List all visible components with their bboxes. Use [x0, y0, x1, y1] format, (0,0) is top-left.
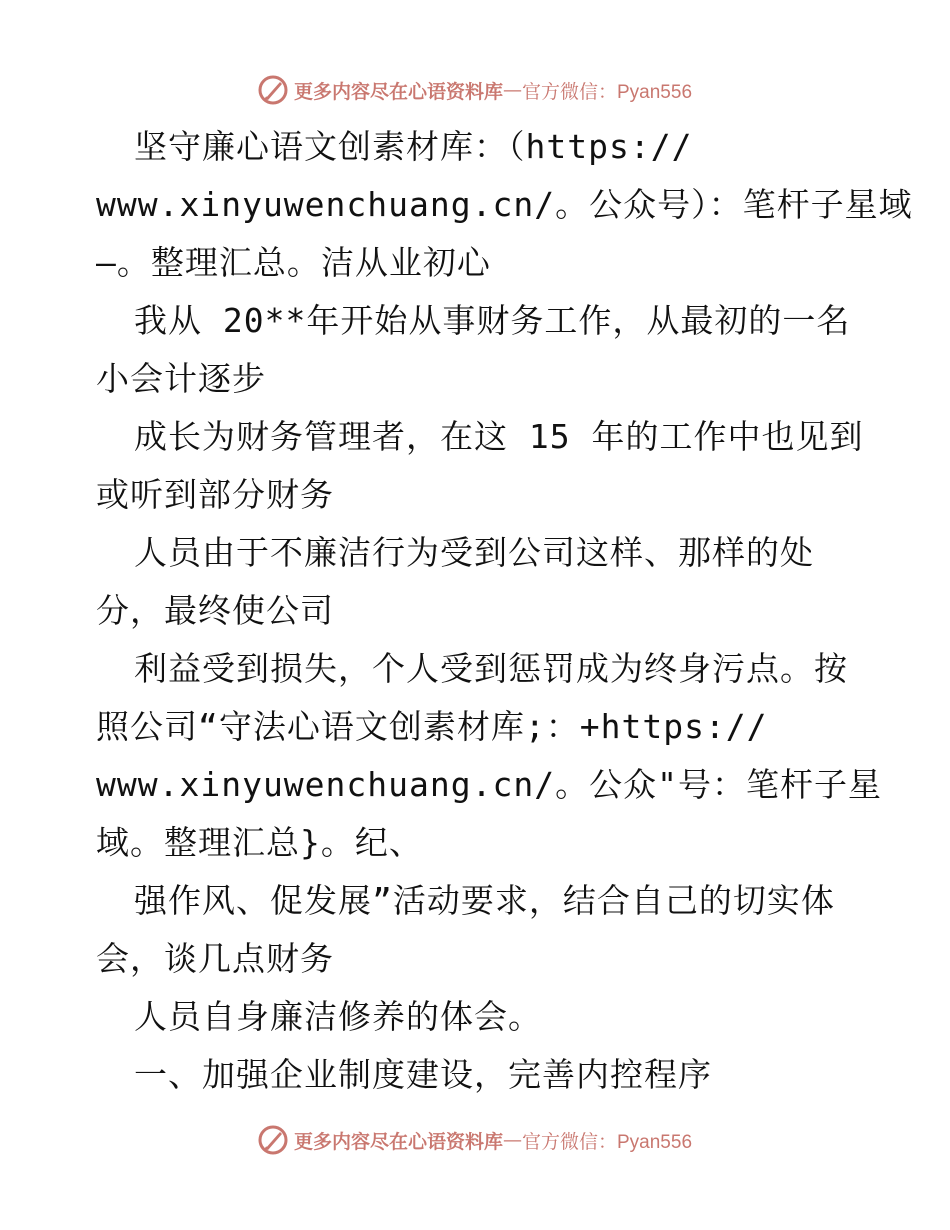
body-line: 人员自身廉洁修养的体会。	[134, 997, 542, 1036]
banner-text: 更多内容尽在心语资料库	[293, 1130, 503, 1153]
body-line: 坚守廉心语文创素材库：（https://	[134, 127, 693, 166]
banner-contact: 官方微信：Pyan556	[522, 1131, 693, 1153]
body-line: 照公司“守法心语文创素材库;：+https://	[96, 707, 768, 746]
body-line: 或听到部分财务	[96, 475, 334, 514]
body-line: 域。整理汇总}。纪、	[96, 823, 423, 862]
banner-text: 更多内容尽在心语资料库	[293, 80, 503, 103]
banner-contact: 官方微信：Pyan556	[522, 81, 693, 103]
body-line: 小会计逐步	[96, 359, 266, 398]
body-line: www.xinyuwenchuang.cn/。公众"号：笔杆子星	[96, 765, 882, 804]
banner-dash: —	[503, 79, 522, 101]
body-line: 成长为财务管理者，在这 15 年的工作中也见到	[134, 417, 864, 456]
body-line: 会，谈几点财务	[96, 939, 334, 978]
body-line: www.xinyuwenchuang.cn/。公众号）：笔杆子星域	[96, 185, 913, 224]
body-line: —。整理汇总。洁从业初心	[96, 243, 491, 282]
quill-pen-logo-icon	[258, 75, 288, 105]
body-line: 一、加强企业制度建设，完善内控程序	[134, 1055, 712, 1094]
footer-watermark-banner	[0, 1122, 950, 1158]
body-line: 分，最终使公司	[96, 591, 334, 630]
body-line: 强作风、促发展”活动要求，结合自己的切实体	[134, 881, 835, 920]
header-watermark-banner	[0, 72, 950, 108]
body-line: 利益受到损失，个人受到惩罚成为终身污点。按	[134, 649, 848, 688]
quill-pen-logo-icon	[258, 1125, 288, 1155]
body-line: 我从 20**年开始从事财务工作，从最初的一名	[134, 301, 851, 340]
banner-dash: —	[503, 1129, 522, 1151]
body-line: 人员由于不廉洁行为受到公司这样、那样的处	[134, 533, 814, 572]
